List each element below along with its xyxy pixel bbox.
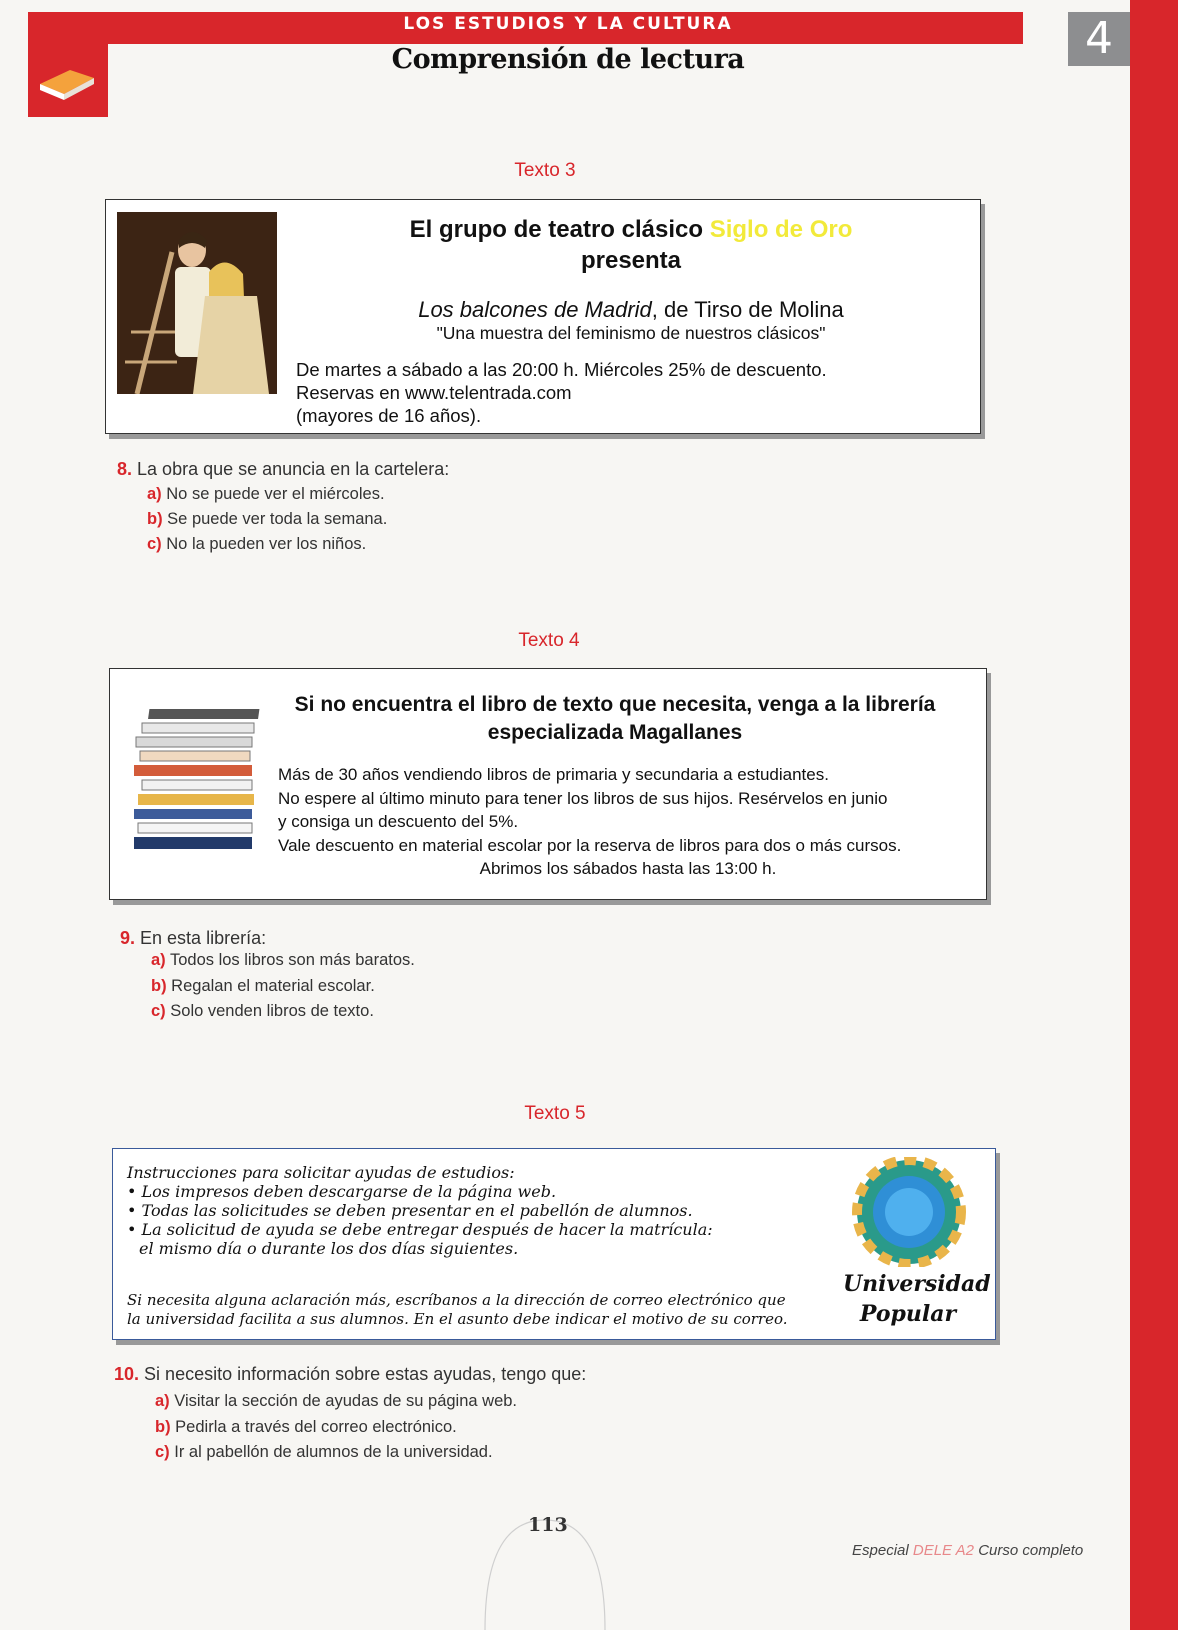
option-8c[interactable] [147, 535, 366, 554]
option-10c[interactable] [155, 1443, 493, 1462]
footer-brand-suffix: Curso completo [978, 1542, 1084, 1559]
notice-instructions [127, 1163, 847, 1258]
texto-3-label: Texto 3 [514, 160, 576, 181]
option-letter: a) [155, 1392, 170, 1410]
notice-contact [127, 1291, 867, 1329]
texto-4-label: Texto 4 [518, 630, 580, 651]
option-9b[interactable] [151, 977, 375, 996]
question-10 [114, 1364, 586, 1385]
option-letter: b) [147, 510, 163, 528]
question-number: 10. [114, 1364, 140, 1384]
option-10b[interactable] [155, 1418, 457, 1437]
ad-body-line: Más de 30 años vendiendo libros de primaria y secundaria a estudiantes. [278, 765, 829, 784]
notice-intro: Instrucciones para solicitar ayudas de estudios: [127, 1163, 515, 1182]
option-text: Regalan el material escolar. [171, 977, 375, 995]
question-8 [117, 459, 449, 480]
option-letter: c) [147, 535, 162, 553]
texto-5-notice [112, 1148, 996, 1340]
unit-title: LOS ESTUDIOS Y LA CULTURA [403, 14, 733, 34]
notice-contact-line: Si necesita alguna aclaración más, escríbanos a la dirección de correo electrónico que [127, 1291, 786, 1309]
ad-headline [285, 691, 945, 747]
poster-headline [286, 214, 976, 276]
option-10a[interactable] [155, 1392, 517, 1411]
option-9c[interactable] [151, 1002, 374, 1021]
notice-bullet-continuation: el mismo día o durante los dos días siguientes. [139, 1239, 519, 1258]
texto-3-poster [105, 199, 981, 434]
option-text: Visitar la sección de ayudas de su página web. [174, 1392, 518, 1410]
notice-bullet: • La solicitud de ayuda se debe entregar después de hacer la matrícula: [127, 1220, 713, 1239]
option-text: No se puede ver el miércoles. [166, 485, 385, 503]
theater-group-name: Siglo de Oro [709, 216, 853, 243]
option-8a[interactable] [147, 485, 385, 504]
ad-body-line: Vale descuento en material escolar por la reserva de libros para dos o más cursos. [278, 835, 902, 855]
stacked-books-icon [128, 705, 268, 855]
page-title: Comprensión de lectura [391, 44, 745, 75]
university-name [843, 1269, 991, 1329]
footer-brand-prefix: Especial [852, 1542, 909, 1559]
ad-closing: Abrimos los sábados hasta las 13:00 h. [479, 859, 777, 878]
page-number: 113 [528, 1514, 568, 1536]
play-quote: "Una muestra del feminismo de nuestros clásicos" [436, 323, 826, 343]
option-letter: a) [147, 485, 162, 503]
ad-body [278, 763, 978, 881]
poster-headline-suffix: presenta [580, 247, 682, 274]
poster-headline-prefix: El grupo de teatro clásico [409, 216, 704, 243]
university-name-line: Popular [859, 1301, 957, 1327]
right-accent-stripe [1130, 0, 1178, 1630]
option-8b[interactable] [147, 510, 387, 529]
theater-photo [117, 212, 277, 394]
option-text: Se puede ver toda la semana. [167, 510, 388, 528]
question-9 [120, 928, 266, 949]
ad-headline-line: Si no encuentra el libro de texto que necesita, venga a la librería [294, 693, 936, 716]
details-line: (mayores de 16 años). [296, 405, 482, 426]
option-text: Solo venden libros de texto. [170, 1002, 374, 1020]
footer-brand-highlight: DELE A2 [912, 1542, 975, 1559]
question-number: 8. [117, 459, 133, 479]
texto-4-ad [109, 668, 987, 900]
option-letter: a) [151, 951, 166, 969]
option-text: Todos los libros son más baratos. [169, 951, 415, 969]
footer-brand [852, 1542, 1083, 1559]
texto-5-label: Texto 5 [524, 1103, 586, 1124]
ad-body-line: y consiga un descuento del 5%. [278, 812, 519, 831]
play-author: , de Tirso de Molina [651, 297, 844, 322]
unit-number-badge: 4 [1068, 12, 1130, 66]
university-name-line: Universidad [843, 1271, 991, 1297]
university-logo-icon [851, 1157, 967, 1267]
option-letter: b) [155, 1418, 171, 1436]
question-text: La obra que se anuncia en la cartelera: [137, 459, 450, 479]
option-text: Pedirla a través del correo electrónico. [175, 1418, 457, 1436]
option-letter: c) [151, 1002, 166, 1020]
play-title-line [286, 297, 976, 323]
option-9a[interactable] [151, 951, 415, 970]
question-text: Si necesito información sobre estas ayudas, tengo que: [144, 1364, 587, 1384]
question-number: 9. [120, 928, 136, 948]
ad-body-line: No espere al último minuto para tener los libros de sus hijos. Resérvelos en junio [278, 788, 888, 808]
question-text: En esta librería: [140, 928, 267, 948]
option-letter: c) [155, 1443, 170, 1461]
notice-bullet: • Todas las solicitudes se deben presentar en el pabellón de alumnos. [127, 1201, 693, 1220]
option-letter: b) [151, 977, 167, 995]
notice-contact-line: la universidad facilita a sus alumnos. En el asunto debe indicar el motivo de su correo. [127, 1310, 788, 1328]
option-text: No la pueden ver los niños. [166, 535, 367, 553]
details-line: Reservas en www.telentrada.com [296, 382, 572, 403]
play-details [296, 358, 966, 427]
notice-bullet: • Los impresos deben descargarse de la página web. [127, 1182, 557, 1201]
ad-headline-line: especializada Magallanes [487, 721, 743, 744]
details-line: De martes a sábado a las 20:00 h. Miércoles 25% de descuento. [296, 359, 827, 380]
option-text: Ir al pabellón de alumnos de la universidad. [174, 1443, 493, 1461]
play-title: Los balcones de Madrid [418, 297, 652, 322]
